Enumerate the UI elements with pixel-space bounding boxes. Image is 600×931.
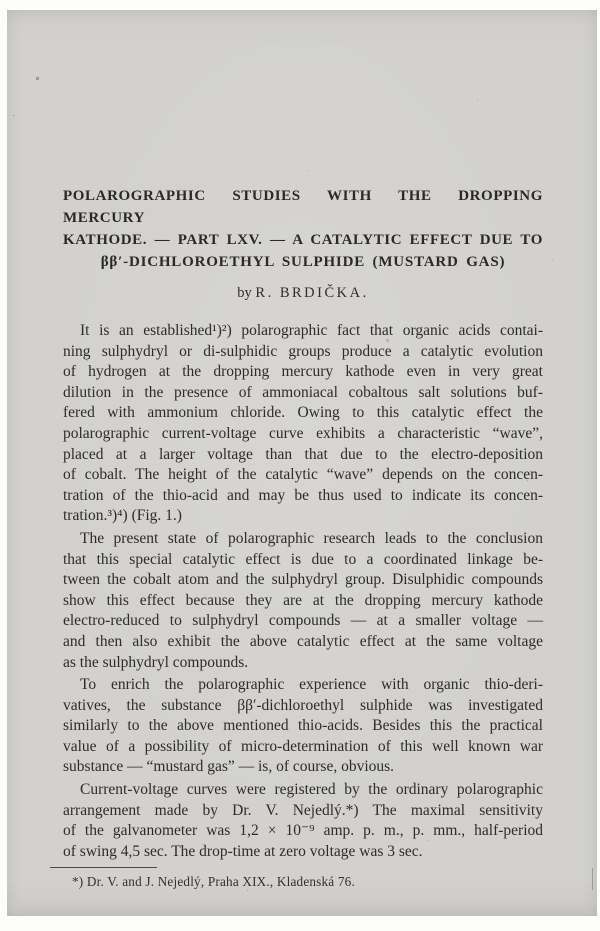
author-name: R. BRDIČKA. <box>255 285 369 301</box>
paragraph <box>63 675 543 778</box>
footnote-rule <box>50 867 157 868</box>
text-line: dilution in the presence of ammoniacal cobaltous salt solutions buf- <box>63 383 543 401</box>
text-line: substance — “mustard gas” — is, of course, obvious. <box>63 758 395 776</box>
text-line: value of a possibility of micro-determination of this well known war <box>63 737 543 755</box>
scratch-artifact <box>592 868 593 890</box>
text-line: of swing 4,5 sec. The drop-time at zero voltage was 3 sec. <box>63 842 423 860</box>
paragraph <box>63 529 543 673</box>
text-line: show this effect because they are at the dropping mercury kathode <box>63 591 543 609</box>
text-line: tration of the thio-acid and may be thus used to indicate its concen- <box>63 486 543 504</box>
text-line: of hydrogen at the dropping mercury kathode even in very great <box>63 363 543 381</box>
text-line: ning sulphydryl or di-sulphidic groups produce a catalytic evolution <box>63 342 543 360</box>
paragraph <box>63 780 543 862</box>
body-text <box>63 321 543 862</box>
title-line-1: POLAROGRAPHIC STUDIES WITH THE DROPPING MERCURY <box>63 188 543 226</box>
text-line: arrangement made by Dr. V. Nejedlý.*) The maximal sensitivity <box>63 801 543 819</box>
footnote: *) Dr. V. and J. Nejedlý, Praha XIX., Kladenská 76. <box>72 874 355 890</box>
text-line: of the galvanometer was 1,2 × 10⁻⁹ amp. p. m., p. mm., half-period <box>63 822 543 840</box>
paper-page <box>7 10 597 916</box>
text-line: and then also exhibit the above catalytic effect at the same voltage <box>63 632 543 650</box>
text-line: The present state of polarographic research leads to the conclusion <box>80 529 543 547</box>
title-line-2: KATHODE. — PART LXV. — A CATALYTIC EFFECT DUE TO <box>63 232 543 248</box>
page-content <box>63 10 543 890</box>
byline-prefix: by <box>237 285 252 301</box>
text-line: fered with ammonium chloride. Owing to this catalytic effect the <box>63 404 543 422</box>
text-line: that this special catalytic effect is due to a coordinated linkage be- <box>63 550 543 568</box>
text-line: of cobalt. The height of the catalytic “wave” depends on the concen- <box>63 466 543 484</box>
title-line-3: ββ′-DICHLOROETHYL SULPHIDE (MUSTARD GAS) <box>100 254 506 270</box>
text-line: polarographic current-voltage curve exhibits a characteristic “wave”, <box>63 424 543 442</box>
text-line: electro-reduced to sulphydryl compounds — at a smaller voltage — <box>63 612 543 630</box>
text-line: It is an established¹)²) polarographic fact that organic acids contai- <box>80 322 543 339</box>
text-line: placed at a larger voltage than that due to the electro-deposition <box>63 445 543 463</box>
dust-speckles <box>7 10 8 11</box>
text-line: tration.³)⁴) (Fig. 1.) <box>63 507 182 525</box>
text-line: vatives, the substance ββ′-dichloroethyl sulphide was investigated <box>63 696 543 714</box>
text-line: Current-voltage curves were registered by the ordinary polarographic <box>80 781 543 799</box>
text-line: similarly to the above mentioned thio-acids. Besides this the practical <box>63 717 543 735</box>
text-line: tween the cobalt atom and the sulphydryl group. Disulphidic compounds <box>63 571 543 589</box>
paragraph <box>63 321 543 527</box>
paper-title <box>63 185 543 273</box>
text-line: To enrich the polarographic experience with organic thio-deri- <box>80 676 543 694</box>
byline <box>63 285 543 302</box>
text-line: as the sulphydryl compounds. <box>63 653 249 671</box>
